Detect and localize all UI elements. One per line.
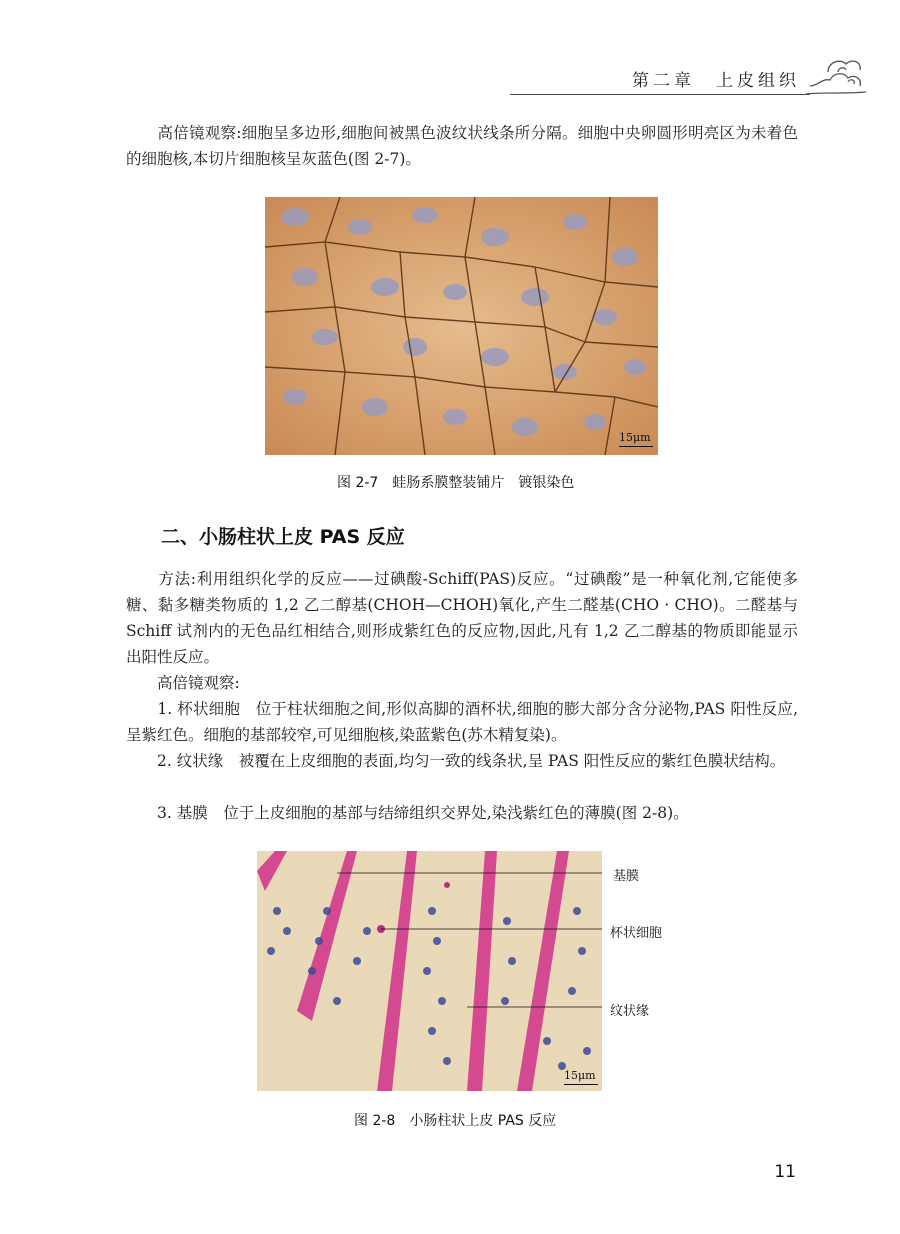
label-basement-membrane: 基膜 (613, 869, 640, 884)
scale-bar (564, 1069, 598, 1082)
item-brush-border: 2. 纹状缘 被覆在上皮细胞的表面,均匀一致的线条状,呈 PAS 阳性反应的紫红色膜状结构。 (126, 752, 786, 770)
page-header (510, 42, 870, 98)
observation-title: 高倍镜观察: (126, 674, 240, 692)
cloud-ornament-icon (804, 42, 870, 98)
item-basement-membrane: 3. 基膜 位于上皮细胞的基部与结缔组织交界处,染浅紫红色的薄膜(图 2-8)。 (126, 804, 689, 822)
figure-2-8-caption: 图 2-8 小肠柱状上皮 PAS 反应 (354, 1113, 557, 1129)
section-heading: 二、小肠柱状上皮 PAS 反应 (161, 526, 405, 548)
page-number: 11 (774, 1162, 796, 1182)
scale-bar-label: 15μm (564, 1069, 596, 1082)
label-brush-border: 纹状缘 (610, 1004, 650, 1019)
scale-bar-line (619, 446, 653, 448)
scale-bar (619, 431, 653, 444)
frog-mesentery-micrograph (265, 197, 658, 455)
small-intestine-pas-micrograph (257, 851, 602, 1091)
figure-2-7-caption: 图 2-7 蛙肠系膜整装铺片 镀银染色 (337, 475, 575, 491)
label-goblet-cell: 杯状细胞 (610, 926, 663, 941)
header-rule (510, 94, 810, 95)
observation-paragraph: 高倍镜观察:细胞呈多边形,细胞间被黑色波纹状线条所分隔。细胞中央卵圆形明亮区为未着色的细胞核,本切片细胞核呈灰蓝色(图 2-7)。 (126, 124, 798, 168)
scale-bar-line (564, 1084, 598, 1086)
item-goblet-cell: 1. 杯状细胞 位于柱状细胞之间,形似高脚的酒杯状,细胞的膨大部分含分泌物,PAS 阳性反应,呈紫红色。细胞的基部较窄,可见细胞核,染蓝紫色(苏木精复染)。 (126, 700, 798, 744)
chapter-title: 第二章 上皮组织 (632, 71, 800, 91)
method-paragraph: 方法:利用组织化学的反应——过碘酸-Schiff(PAS)反应。“过碘酸”是一种氧化剂,它能使多糖、黏多糖类物质的 1,2 乙二醇基(CHOH—CHOH)氧化,产生二醛基(CHO · CHO)。二醛基与 Schiff 试剂内的无色品红相结合,则形成紫红色的反应物,因此,凡有 1,2 乙二醇基的物质即能显示出阳性反应。 (126, 570, 803, 666)
scale-bar-label: 15μm (619, 431, 651, 444)
figure-2-7-image (265, 197, 658, 455)
figure-2-8-image (257, 851, 602, 1091)
